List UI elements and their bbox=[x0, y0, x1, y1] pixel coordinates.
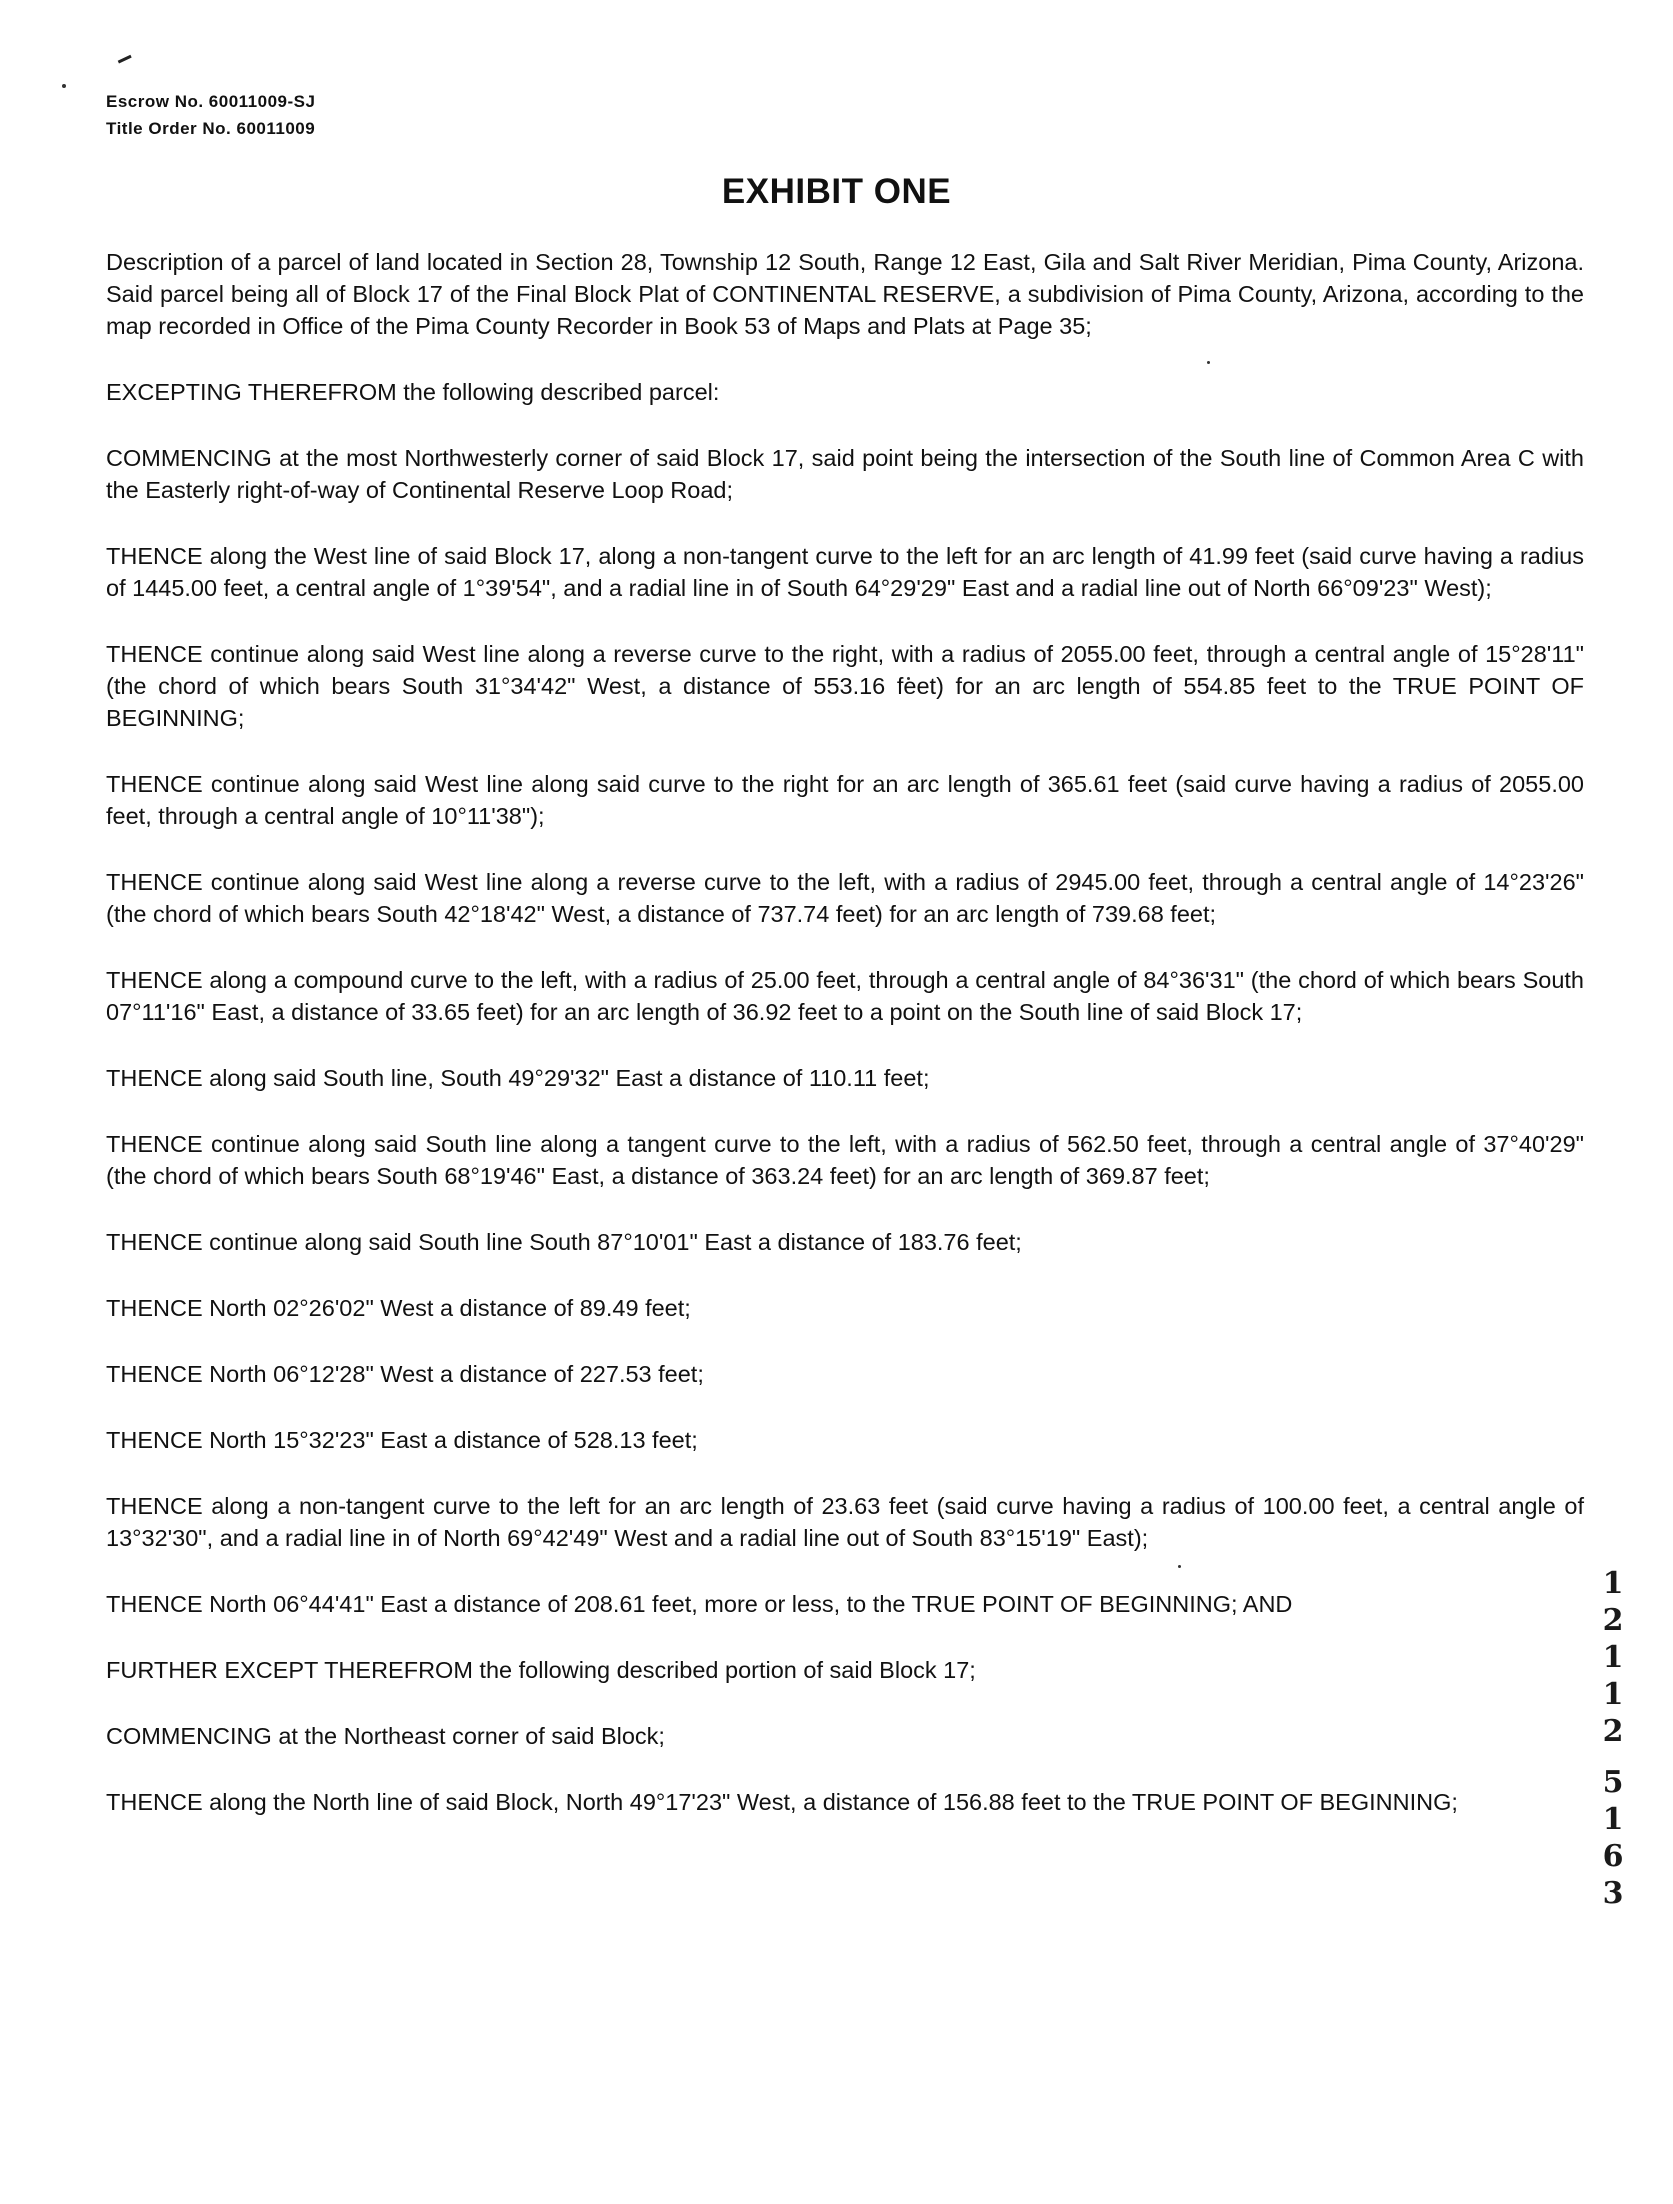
paragraph: THENCE continue along said West line along a reverse curve to the left, with a radius of 2945.00 feet, through a central angle of 14°23'26" (the chord of which bears South 42°18'42" West, a distance of 737.74 feet) for an arc length of 739.68 feet; bbox=[106, 869, 1584, 927]
document-header bbox=[106, 88, 315, 142]
stamp-digit: 5 bbox=[1602, 1765, 1624, 1800]
paragraph: THENCE along the North line of said Block, North 49°17'23" West, a distance of 156.88 feet to the TRUE POINT OF BEGINNING; bbox=[106, 1789, 1458, 1815]
paragraph: EXCEPTING THEREFROM the following described parcel: bbox=[106, 379, 720, 405]
paragraph: THENCE along a compound curve to the left, with a radius of 25.00 feet, through a central angle of 84°36'31" (the chord of which bears South 07°11'16" East, a distance of 33.65 feet) for an arc length of 36.92 feet to a point on the South line of said Block 17; bbox=[106, 967, 1584, 1025]
stamp-digit: 6 bbox=[1602, 1839, 1624, 1874]
paragraph: THENCE continue along said South line along a tangent curve to the left, with a radius of 562.50 feet, through a central angle of 37°40'29" (the chord of which bears South 68°19'46" East, a distance of 363.24 feet) for an arc length of 369.87 feet; bbox=[106, 1131, 1584, 1189]
paragraph: COMMENCING at the most Northwesterly corner of said Block 17, said point being the intersection of the South line of Common Area C with the Easterly right-of-way of Continental Reserve Loop Road; bbox=[106, 445, 1584, 503]
scan-speck bbox=[62, 84, 66, 88]
paragraph: THENCE continue along said South line South 87°10'01" East a distance of 183.76 feet; bbox=[106, 1229, 1022, 1255]
stamp-digit: 2 bbox=[1602, 1714, 1624, 1749]
stamp-digit: 3 bbox=[1602, 1876, 1624, 1911]
paragraph: Description of a parcel of land located in Section 28, Township 12 South, Range 12 East, Gila and Salt River Meridian, Pima County, Arizona. Said parcel being all of Block 17 of the Final Block Plat of CONTINENTAL RESERVE, a subdivision of Pima County, Arizona, according to the map recorded in Office of the Pima County Recorder in Book 53 of Maps and Plats at Page 35; bbox=[106, 249, 1584, 339]
paragraph: THENCE continue along said West line along a reverse curve to the right, with a radius of 2055.00 feet, through a central angle of 15°28'11" (the chord of which bears South 31°34'42" West, a distance of 553.16 feet) for an arc length of 554.85 feet to the TRUE POINT OF BEGINNING; bbox=[106, 641, 1584, 731]
paragraph: THENCE North 15°32'23" East a distance of 528.13 feet; bbox=[106, 1427, 698, 1453]
title-order-number: Title Order No. 60011009 bbox=[106, 119, 316, 138]
escrow-number: Escrow No. 60011009-SJ bbox=[106, 92, 316, 111]
paragraph: THENCE along a non-tangent curve to the left for an arc length of 23.63 feet (said curve having a radius of 100.00 feet, a central angle of 13°32'30", and a radial line in of North 69°42'49" West and a radial line out of South 83°15'19" East); bbox=[106, 1493, 1584, 1551]
paragraph: FURTHER EXCEPT THEREFROM the following described portion of said Block 17; bbox=[106, 1657, 976, 1683]
paragraph: THENCE North 06°44'41" East a distance of 208.61 feet, more or less, to the TRUE POINT OF BEGINNING; AND bbox=[106, 1591, 1293, 1617]
page-title: EXHIBIT ONE bbox=[721, 172, 952, 211]
recording-number-stamp bbox=[1598, 1565, 1628, 1912]
stamp-digit: 2 bbox=[1602, 1603, 1624, 1638]
paragraph: COMMENCING at the Northeast corner of said Block; bbox=[106, 1723, 665, 1749]
stamp-digit: 1 bbox=[1602, 1640, 1624, 1675]
legal-description bbox=[106, 246, 1584, 1852]
paragraph: THENCE North 02°26'02" West a distance of 89.49 feet; bbox=[106, 1295, 691, 1321]
scan-mark bbox=[114, 48, 131, 64]
paragraph: THENCE along said South line, South 49°29'32" East a distance of 110.11 feet; bbox=[106, 1065, 930, 1091]
stamp-digit: 1 bbox=[1602, 1802, 1624, 1837]
stamp-digit: 1 bbox=[1602, 1566, 1624, 1601]
paragraph: THENCE along the West line of said Block 17, along a non-tangent curve to the left for an arc length of 41.99 feet (said curve having a radius of 1445.00 feet, a central angle of 1°39'54", and a radial line in of South 64°29'29" East and a radial line out of North 66°09'23" West); bbox=[106, 543, 1584, 601]
paragraph: THENCE continue along said West line along said curve to the right for an arc length of 365.61 feet (said curve having a radius of 2055.00 feet, through a central angle of 10°11'38"); bbox=[106, 771, 1584, 829]
stamp-digit: 1 bbox=[1602, 1677, 1624, 1712]
paragraph: THENCE North 06°12'28" West a distance of 227.53 feet; bbox=[106, 1361, 704, 1387]
